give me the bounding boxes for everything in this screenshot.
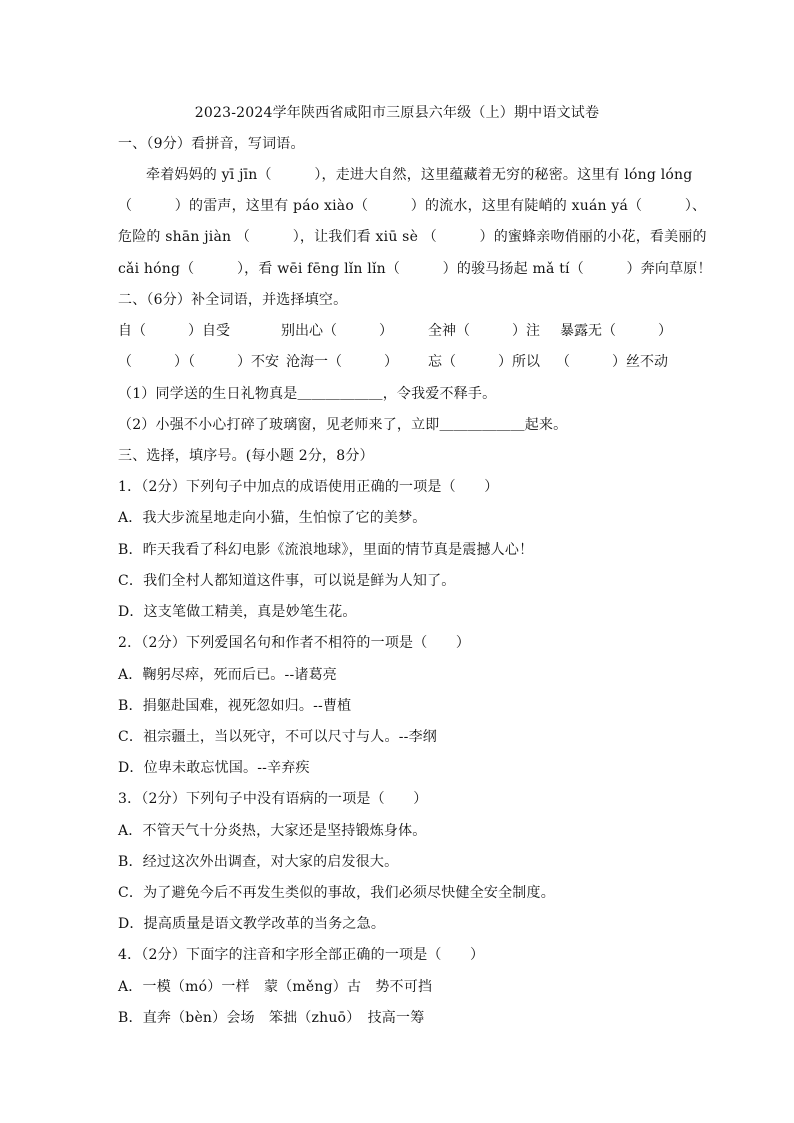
section2-heading: 二、（6分）补全词语，并选择填空。 <box>118 292 348 308</box>
section1-line-1: 牵着妈妈的 yī jīn（ ），走进大自然，这里蕴藏着无穷的秘密。这里有 lóng lóng <box>146 167 693 183</box>
section1-line-2: （ ）的雷声，这里有 páo xiào（ ）的流水，这里有陡峭的 xuán yá（ ）、 <box>118 198 707 214</box>
idiom-2: 别出心（ ） <box>281 323 393 339</box>
question-4-option-a: A．一模（mó）一样 蒙（měng）古 势不可挡 <box>118 979 433 995</box>
exam-title: 2023-2024学年陕西省咸阳市三原县六年级（上）期中语文试卷 <box>194 105 600 121</box>
question-1-option-b: B．昨天我看了科幻电影《流浪地球》，里面的情节真是震撼人心！ <box>118 542 534 558</box>
question-2-stem: 2．（2分）下列爱国名句和作者不相符的一项是（ ） <box>118 635 471 651</box>
question-2-option-d: D．位卑未敢忘忧国。--辛弃疾 <box>118 760 310 776</box>
question-2-option-c: C．祖宗疆土，当以死守，不可以尺寸与人。--李纲 <box>118 729 437 745</box>
question-4-stem: 4．（2分）下面字的注音和字形全部正确的一项是（ ） <box>118 947 485 963</box>
question-3-option-d: D．提高质量是语文教学改革的当务之急。 <box>118 916 386 932</box>
idiom-5: （ ）（ ）不安 <box>118 354 279 370</box>
idiom-3: 全神（ ）注 <box>428 323 540 339</box>
section1-line-3: 危险的 shān jiàn （ ），让我们看 xiū sè （ ）的蜜蜂亲吻俏丽的小花，看美丽的 <box>118 229 707 245</box>
question-2-option-b: B．捐躯赴国难，视死忽如归。--曹植 <box>118 698 352 714</box>
question-1-option-a: A．我大步流星地走向小猫，生怕惊了它的美梦。 <box>118 510 427 526</box>
section3-heading: 三、选择，填序号。(每小题 2分，8分） <box>118 448 374 464</box>
idiom-4: 暴露无（ ） <box>560 323 672 339</box>
question-3-option-b: B．经过这次外出调查，对大家的启发很大。 <box>118 854 399 870</box>
question-1-option-d: D．这支笔做工精美，真是妙笔生花。 <box>118 604 357 620</box>
question-1-option-c: C．我们全村人都知道这件事，可以说是鲜为人知了。 <box>118 573 456 589</box>
question-3-stem: 3．（2分）下列句子中没有语病的一项是（ ） <box>118 791 428 807</box>
section2-question-1: （1）同学送的生日礼物真是＿＿＿＿＿＿，令我爱不释手。 <box>118 386 497 402</box>
idiom-7: 忘（ ）所以 <box>428 354 540 370</box>
question-2-option-a: A．鞠躬尽瘁，死而后已。--诸葛亮 <box>118 667 337 683</box>
question-3-option-a: A．不管天气十分炎热，大家还是坚持锻炼身体。 <box>118 823 427 839</box>
question-3-option-c: C．为了避免今后不再发生类似的事故，我们必须尽快健全安全制度。 <box>118 885 555 901</box>
question-1-stem: 1．（2分）下列句子中加点的成语使用正确的一项是（ ） <box>118 479 499 495</box>
idiom-8: （ ）丝不动 <box>556 354 668 370</box>
section2-question-2: （2）小强不小心打碎了玻璃窗，见老师来了，立即＿＿＿＿＿＿起来。 <box>118 417 568 433</box>
question-4-option-b: B．直奔（bèn）会场 笨拙（zhuō） 技高一筹 <box>118 1010 425 1026</box>
section1-heading: 一、（9分）看拼音，写词语。 <box>118 136 305 152</box>
idiom-6: 沧海一（ ） <box>286 354 398 370</box>
idiom-1: 自（ ）自受 <box>118 323 230 339</box>
section1-line-4: cǎi hóng（ ），看 wēi fēng lǐn lǐn（ ）的骏马扬起 mǎ tí（ ）奔向草原！ <box>118 261 712 277</box>
